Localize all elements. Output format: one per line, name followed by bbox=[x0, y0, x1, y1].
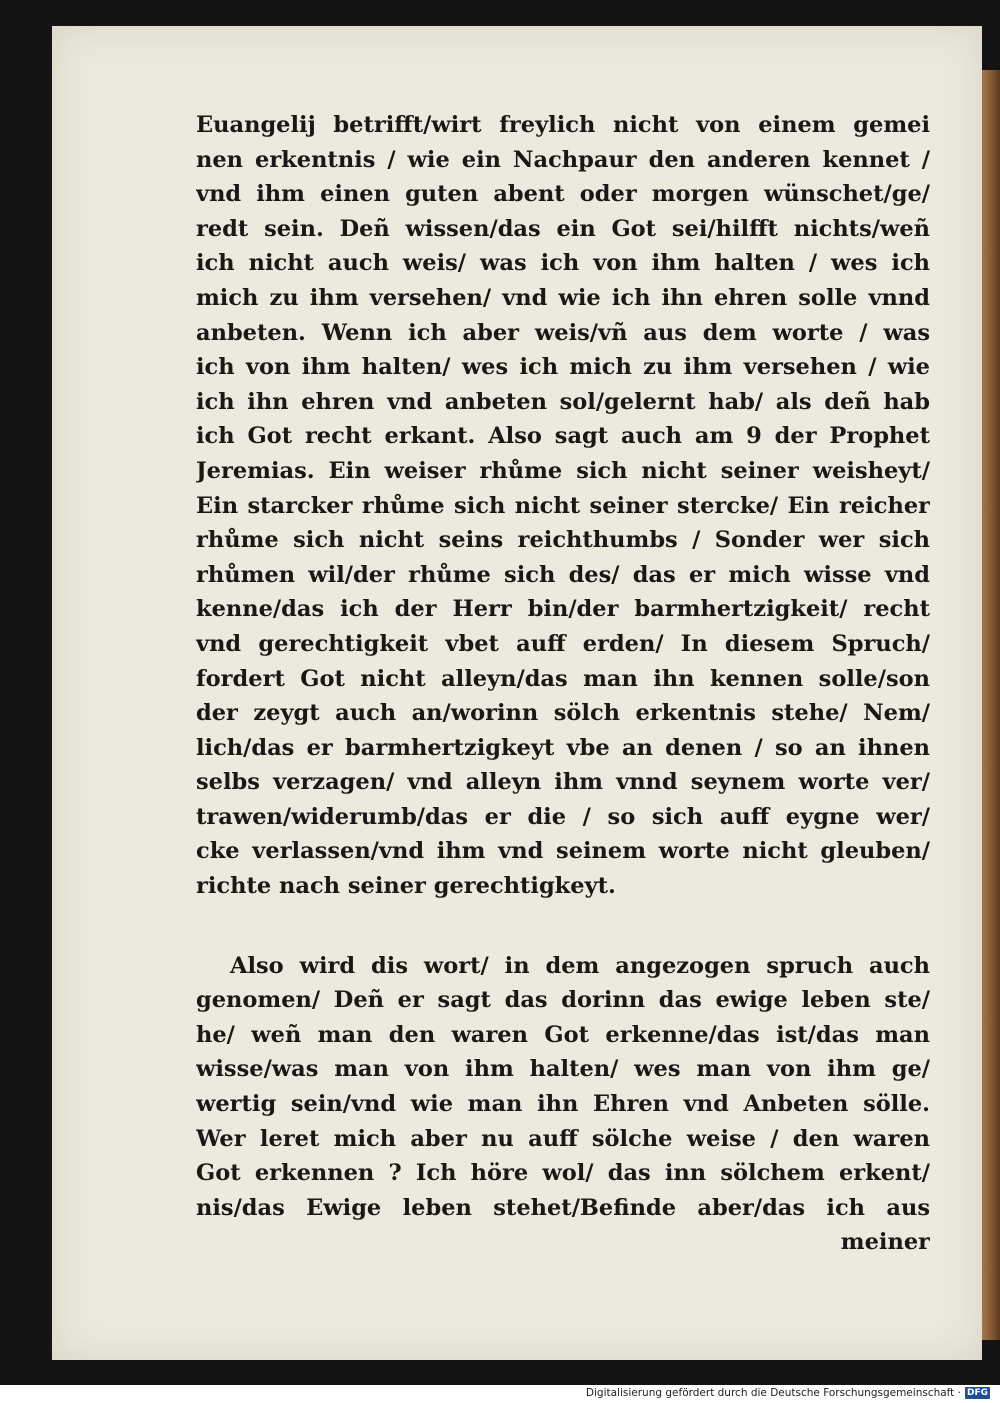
text-line: vnd ihm einen guten abent oder morgen wünschet/ge/ bbox=[196, 181, 930, 208]
text-line: nis/das Ewige leben stehet/Befinde aber/das ich aus bbox=[196, 1194, 930, 1221]
text-line: wisse/was man von ihm halten/ wes man von ihm ge/ bbox=[196, 1056, 930, 1083]
text-line: ich Got recht erkant. Also sagt auch am 9 der Prophet bbox=[196, 423, 930, 450]
text-line: Also wird dis wort/ in dem angezogen spruch auch bbox=[230, 952, 930, 979]
text-line: richte nach seiner gerechtigkeyt. bbox=[196, 873, 616, 900]
text-line: der zeygt auch an/worinn sölch erkentnis stehe/ Nem/ bbox=[196, 700, 930, 727]
digitization-credit bbox=[586, 1385, 990, 1401]
text-line: Euangelij betrifft/wirt freylich nicht von einem gemei bbox=[196, 112, 930, 138]
paragraph-gap bbox=[196, 904, 930, 949]
text-line: vnd gerechtigkeit vbet auff erden/ In diesem Spruch/ bbox=[196, 630, 930, 657]
text-line: lich/das er barmhertzigkeyt vbe an denen / so an ihnen bbox=[196, 734, 930, 761]
dfg-logo: DFG bbox=[966, 1388, 988, 1398]
text-line: ich von ihm halten/ wes ich mich zu ihm versehen / wie bbox=[196, 354, 930, 381]
text-line: Got erkennen ? Ich höre wol/ das inn sölchem erkent/ bbox=[196, 1160, 930, 1187]
text-line: rhůmen wil/der rhůme sich des/ das er mich wisse vnd bbox=[196, 561, 930, 588]
text-line: Jeremias. Ein weiser rhůme sich nicht seiner weisheyt/ bbox=[196, 457, 930, 484]
text-line: ich nicht auch weis/ was ich von ihm halten / wes ich bbox=[196, 250, 930, 277]
text-line: mich zu ihm versehen/ vnd wie ich ihn ehren solle vnnd bbox=[196, 284, 930, 311]
catchword: meiner bbox=[840, 1229, 930, 1256]
text-line: Wer leret mich aber nu auff sölche weise / den waren bbox=[196, 1125, 930, 1152]
text-line: trawen/widerumb/das er die / so sich auff eygne wer/ bbox=[196, 803, 930, 830]
text-line: selbs verzagen/ vnd alleyn ihm vnnd seynem worte ver/ bbox=[196, 769, 930, 796]
page-text bbox=[196, 108, 930, 1260]
text-line: Ein starcker rhůme sich nicht seiner stercke/ Ein reicher bbox=[196, 492, 930, 519]
text-line: wertig sein/vnd wie man ihn Ehren vnd Anbeten sölle. bbox=[196, 1091, 930, 1118]
text-line: nen erkentnis / wie ein Nachpaur den anderen kennet / bbox=[196, 146, 930, 173]
text-line: fordert Got nicht alleyn/das man ihn kennen solle/son bbox=[196, 665, 930, 692]
text-line: cke verlassen/vnd ihm vnd seinem worte nicht gleuben/ bbox=[196, 838, 930, 865]
text-line: genomen/ Deñ er sagt das dorinn das ewige leben ste/ bbox=[196, 987, 930, 1014]
text-line: kenne/das ich der Herr bin/der barmhertzigkeit/ recht bbox=[196, 596, 930, 623]
text-line: redt sein. Deñ wissen/das ein Got sei/hilfft nichts/weñ bbox=[196, 215, 930, 242]
text-line: rhůme sich nicht seins reichthumbs / Sonder wer sich bbox=[196, 527, 930, 554]
credit-text: Digitalisierung gefördert durch die Deutsche Forschungsgemeinschaft · bbox=[585, 1387, 961, 1399]
text-line: ich ihn ehren vnd anbeten sol/gelernt hab/ als deñ hab bbox=[196, 388, 930, 415]
text-line: anbeten. Wenn ich aber weis/vñ aus dem worte / was bbox=[196, 319, 930, 346]
text-line: he/ weñ man den waren Got erkenne/das ist/das man bbox=[196, 1021, 930, 1048]
